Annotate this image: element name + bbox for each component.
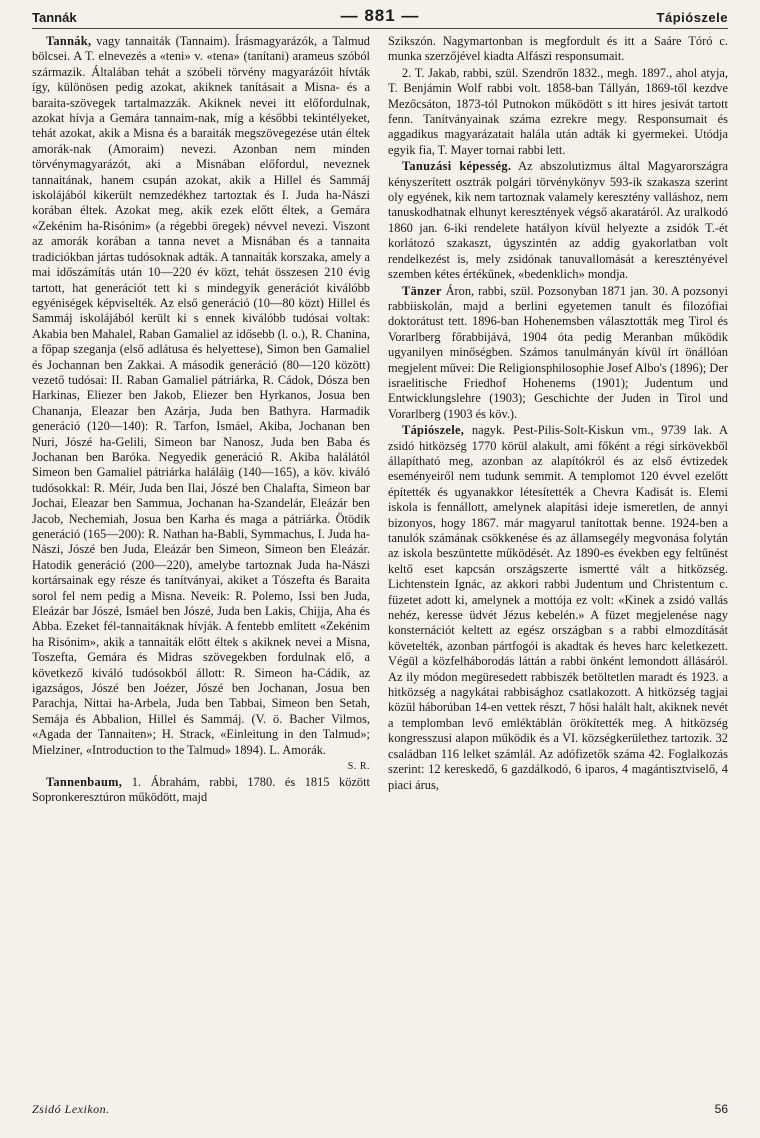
entry-text: vagy tannaiták (Tannaim). Írásmagyarázók, a Talmud bölcsei. A T. elnevezés a «teni» v. «tena» (tanítani) arameus szóból származik. Általában tehát a szóbeli törvény magyarázóit hívták így, különösen pedig azokat, akiknek tanításait a Misna- és a baraita-szövegek tartalmazzák. Akiknek nevei itt előfordulnak, azokat hívja a Gemára tannaim-nak, míg a későbbi tekintélyeket, tehát azokat, akik a Misna és a baraiták megszövegezése után éltek amorák-nak (Amoraim) nevezi. Azonban nem minden törvénymagyarázót, aki a Misnában előfordul, neveznek tannaitának, hanem csupán azokat, akik a Hillel és Sammáj iskolájából kikerült nemzedékhez tartoztak és I. Juda ha-Nászi korában éltek. Azokat meg, akik ezek előtt éltek, a Gemára «Zekénim ha-Risónim» (a régebbi öregek) névvel nevezi. Viszont az amorák korában a tanna nevet a Misnában és a tannaita tradiciókban jártas tudósoknak adták. A tannaiták korszaka, amely a mai időszámítás után 10—220 év közt, tehát összesen 210 évig tartott, hat generációt tett ki s mindegyik generációt kiválóbb egyéniségek képviselték. Az első generáció (10—80 közt) Hillel és Sammáj iskolájából került ki s ennek kiválóbb tudósai voltak: Akabia ben Mahalel, Raban Gamaliel az idősebb (l. o.), R. Chanina, a főpap szeganja (első adlátusa és helyettese), Simon ben Gamaliel és Jochannan ben Zakkai. A második generáció (80—120 között) vezető tudósai: II. Raban Gamaliel pátriárka, R. Cádok, Dósza ben Harkinas, Eliezer ben Jakob, Eliezer ben Hyrkanos, Josua ben Chananja, Eleazar ben Azárja, Juda ben Bathyra. Harmadik generáció (120—140): R. Tarfon, Ismáel, Akiba, Jochanan ben Nuri, Jószé ha-Gelili, Simeon bar Nanosz, Juda ben Baba és Jochanan ben Baróka. Negyedik generáció R. Akiba halálától Simeon ben Gamaliel pátriárka haláláig (140—165), a köv. kiváló tudósokkal: R. Méir, Juda ben Ilai, Jószé ben Chalafta, Simeon bar Jochai, Eleazar ben Sammua, Jochanan ha-Szandelár, Eleázár ben Jacob, Nechemiah, Josua ben Karha és maga a pátriárka. Ötödik generáció (165—200): R. Nathan ha-Babli, Symmachus, I. Juda ha-Nászi, Jószé ben Juda, Eleázár ben Simeon, Simeon ben Eleázár. Hatodik generáció (200—220), amelybe tartoznak Juda ha-Nászi kortársainak egy része és tanítványai, akiket a Tószefta és Baraita sorol fel nem pedig a Misna. Neveik: R. Polemo, Issi ben Juda, Eleázár bar Jószé, Ismáel ben Jószé, Juda ben Lakis, Chijja, Aha és Abba. Ezeket fél-tannaitáknak hívják. A fentebb említett «Zekénim ha Risónim», akik a tannaiták előtt éltek s akiknek nevei a Misna, Toszefta, Gemára és Midras szövegekben fordulnak elő, a következő kiváló tudósokból állott: R. Simeon ha-Cádik, az igazságos, Jószé ben Joézer, Jószé ben Jochanan, Josua ben Parachja, Nittai ha-Arbela, Juda ben Tabbai, Simeon ben Setah, Semája és Abbalion, Hillel és Sammáj. (V. ö. Bacher Vilmos, «Agada der Tannaiten»; H. Strack, «Einleitung in den Talmud»; Mielziner, «Introduction to the Talmud» 1894). L. Amorák.: [32, 34, 370, 757]
right-column: [388, 34, 728, 1084]
entry-tannak: [32, 34, 370, 758]
headword: Tanuzási képesség.: [402, 159, 512, 174]
entry-tannenbaum: [32, 775, 370, 806]
entry-text: nagyk. Pest-Pilis-Solt-Kiskun vm., 9739 lak. A zsidó hitközség 1770 körül alakult, ami főként a régi sírkövekből állapítható meg, azonban az alapítókról és az első évtizedek eseményeiről nem tudunk semmit. A templomot 120 évvel ezelőtt építették és ugyanakkor létesítették a Chevra Kadisát is. Elemi iskola is fennállott, amelynek alapítási ideje ismeretlen, de annyi bizonyos, hogy 1867. már magyarul tanítottak benne. 1924-ben a tanulók számának csökkenése és az államsegély megvonása folytán az iskola beszüntette működését. Az 1890-es években egy feltűnést keltő eset kapcsán országszerte ismertté vált a hitközség. Lichtenstein Ignác, az akkori rabbi Judentum und Christentum c. füzetet adott ki, amelynek a mottója ez volt: «Kinek a zsidó vallás nehéz, keresse üdvét Jézus kebelén.» A füzet megjelenése nagy konsternációt keltett az egész országban s a rabbi elmozdítását követelték, azonban pártfogói is akadtak és heves harc keletkezett. Végül a közfelháborodás láttán a rabbi önként lemondott állásáról. Az ily módon megüresedett rabbiszék betöltetlen maradt és 1923. a hitközség a nagykátai rabbisághoz csatlakozott. A hitközség tagjai közül háborúban 14-en vettek részt, 7 hősi halált halt, akiknek nevét a templomban levő emléktáblán örökítették meg. A hitközség kongresszusi alapon működik és a VI. községkerülethez tartozik. 32 családban 116 lelket számlál. Az adófizetők száma 42. Foglalkozás szerint: 12 kereskedő, 6 gazdálkodó, 6 iparos, 4 magántisztviselő, 4 piaci árus,: [388, 423, 728, 792]
headword: Tannák,: [46, 34, 92, 48]
page-number: — 881 —: [340, 6, 420, 25]
entry-text: Szikszón. Nagymartonban is megfordult és itt a Saáre Tóró c. munka szerzőjével kiadta Alfászi responsumait.: [388, 34, 728, 64]
entry-signature: S. R.: [347, 761, 370, 773]
entry-text: 1. Ábrahám, rabbi, 1780. és 1815 között Sopronkeresztúron működött, majd: [32, 774, 370, 804]
running-head-right: Tápiószele: [656, 10, 728, 25]
headword: Tänzer: [402, 283, 442, 298]
entry-continuation: [388, 34, 728, 65]
entry-tanuzasi-kepesseg: [388, 159, 728, 282]
entry-tanzer: [388, 284, 728, 423]
publication-title: Zsidó Lexikon.: [32, 1102, 110, 1116]
headword: Tannenbaum,: [46, 774, 123, 789]
entry-text: Az abszolutizmus által Magyarországra kényszerített osztrák polgári törvénykönyv 593-ik szakasza szerint oly egyének, kik nem tartoznak valamely keresztény valláshoz, nem tanuskodhatnak elhunyt keresztények végső akaratáról. Az uralkodó 1860 jan. 6-iki rendelete hatályon kívül helyezte a zsidók T.-ét korlátozó szakaszt, úgyszintén az addig gyakorlatban volt rendelkezést is, mely zsidónak tanuvallomását a keresztényével szemben kétes értékűnek, «bedenklich» mondja.: [388, 159, 728, 282]
left-column: [32, 34, 370, 1084]
headword: Tápiószele,: [402, 423, 465, 438]
entry-text: 2. T. Jakab, rabbi, szül. Szendrőn 1832., megh. 1897., ahol atyja, T. Benjámin Wolf rabbi volt. 1858-ban Tállyán, 1869-től kezdve Mezőcsáton, 1873-tól Putnokon működött s itt hires jesivát tartott fenn. Tanítványainak száma ezrekre megy. Responsumait és aggadikus magyarázatait halála után adták ki gyermekei. Utódja egyik fia, T. Mayer tornai rabbi lett.: [388, 65, 728, 157]
entry-text: Áron, rabbi, szül. Pozsonyban 1871 jan. 30. A pozsonyi rabbiiskolán, majd a berlini egyetemen tanult és filozófiai doktorátust tett. 1896-ban Hohenemsben választották meg Tirol és Vorarlberg főrabbijává, 1904 óta pedig Meranban működik ugyanilyen minőségben. Számos tanulmányán kívül írt önállóan megjelent művei: Die Religionsphilosophie Josef Albo's (1896); Der israelitische Friedhof Hohenems (1901); Judentum und Entwicklungslehre (1903); Geschichte der Juden in Tirol und Vorarlberg (1903 és köv.).: [388, 283, 728, 421]
entry-tannenbaum-jakab: [388, 66, 728, 158]
sheet-number: 56: [714, 1102, 728, 1116]
running-head-left: Tannák: [32, 10, 77, 25]
entry-tapioszele: [388, 423, 728, 793]
page-header: [32, 6, 728, 29]
page-footer: [32, 1102, 728, 1122]
